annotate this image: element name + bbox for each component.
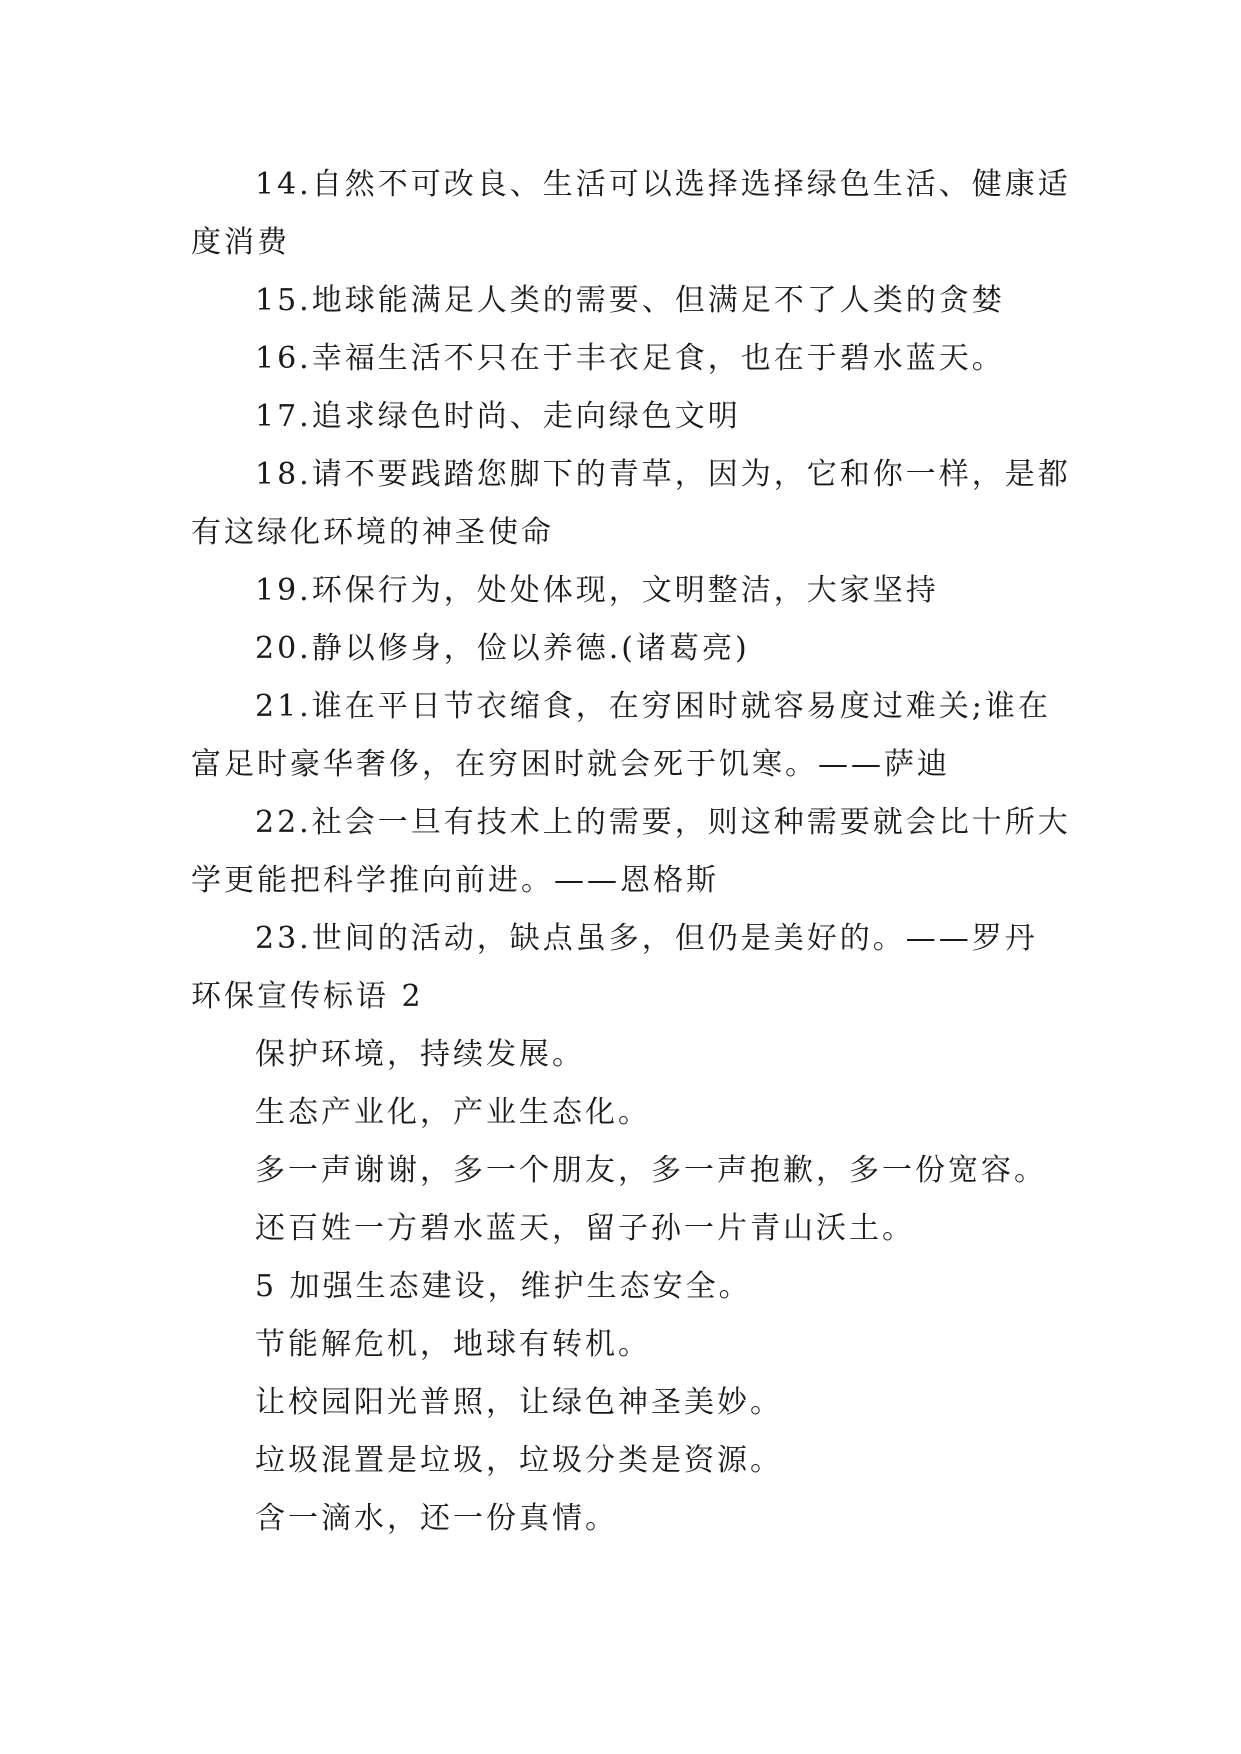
slogan-item: 含一滴水，还一份真情。	[255, 1501, 618, 1536]
slogan-item: 生态产业化，产业生态化。	[255, 1095, 651, 1130]
paragraph-14: 14.自然不可改良、生活可以选择选择绿色生活、健康适度消费	[191, 167, 1071, 260]
slogan-item: 让校园阳光普照，让绿色神圣美妙。	[255, 1385, 783, 1420]
paragraph-21: 21.谁在平日节衣缩食，在穷困时就容易度过难关;谁在富足时豪华奢侈，在穷困时就会死于饥寒。——萨迪	[191, 689, 1051, 782]
slogan-item: 多一声谢谢，多一个朋友，多一声抱歉，多一份宽容。	[255, 1153, 1047, 1188]
paragraph-15: 15.地球能满足人类的需要、但满足不了人类的贪婪	[255, 283, 1005, 318]
section-heading: 环保宣传标语 2	[191, 979, 424, 1014]
paragraph-18: 18.请不要践踏您脚下的青草，因为，它和你一样，是都有这绿化环境的神圣使命	[191, 457, 1071, 550]
slogan-item: 垃圾混置是垃圾，垃圾分类是资源。	[255, 1443, 783, 1478]
paragraph-22: 22.社会一旦有技术上的需要，则这种需要就会比十所大学更能把科学推向前进。——恩格斯	[191, 805, 1071, 898]
paragraph-23: 23.世间的活动，缺点虽多，但仍是美好的。——罗丹	[255, 921, 1038, 956]
paragraph-20: 20.静以修身，俭以养德.(诸葛亮)	[255, 631, 750, 666]
paragraph-16: 16.幸福生活不只在于丰衣足食，也在于碧水蓝天。	[255, 341, 1005, 376]
paragraph-17: 17.追求绿色时尚、走向绿色文明	[255, 399, 741, 434]
paragraph-19: 19.环保行为，处处体现，文明整洁，大家坚持	[255, 573, 939, 608]
slogan-item: 保护环境，持续发展。	[255, 1037, 585, 1072]
slogan-item: 节能解危机，地球有转机。	[255, 1327, 651, 1362]
slogan-item: 还百姓一方碧水蓝天，留子孙一片青山沃土。	[255, 1211, 915, 1246]
slogan-item: 5 加强生态建设，维护生态安全。	[255, 1269, 752, 1304]
document-body	[191, 156, 1071, 1548]
